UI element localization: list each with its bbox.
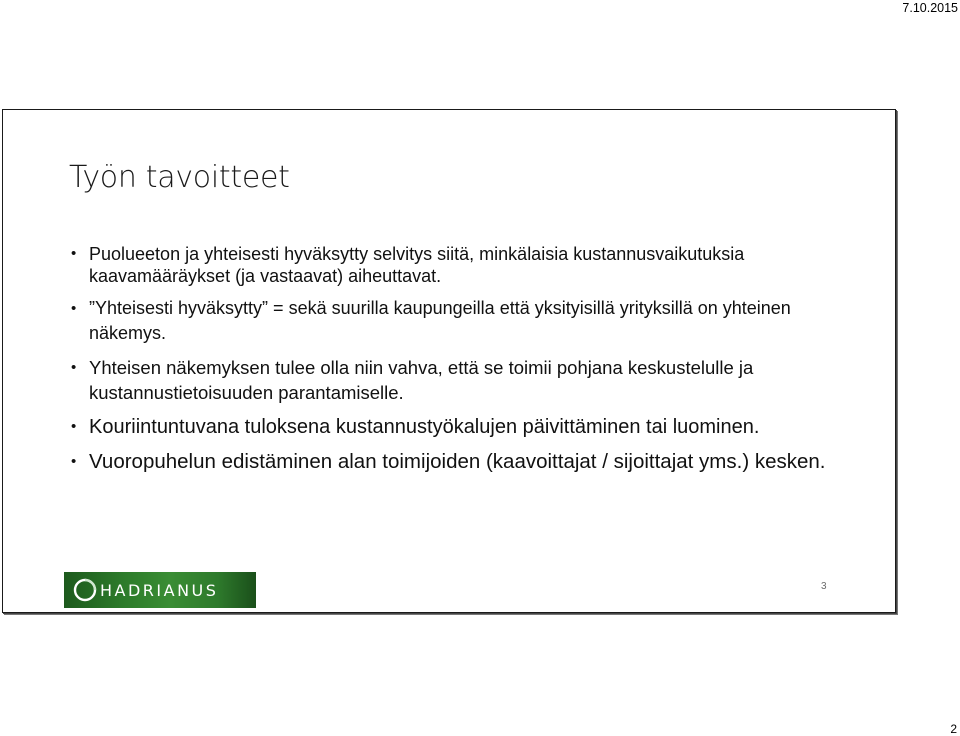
bullet-text: Kouriintuntuvana tuloksena kustannustyökalujen päivittäminen tai luominen. <box>89 416 760 438</box>
hadrianus-logo <box>64 572 256 608</box>
bullet-text: Yhteisen näkemyksen tulee olla niin vahva, että se toimii pohjana keskustelulle ja kustannustietoisuuden parantamiselle. <box>89 357 754 403</box>
slide-number: 3 <box>821 581 827 592</box>
bullet-dot-icon: • <box>71 418 77 435</box>
bullet-list <box>69 243 839 484</box>
hadrianus-circle-logo-icon <box>72 577 98 603</box>
bullet-dot-icon: • <box>71 359 77 376</box>
bullet-text: Vuoropuhelun edistäminen alan toimijoiden (kaavoittajat / sijoittajat yms.) kesken. <box>89 450 826 473</box>
logo-text: HADRIANUS <box>100 580 219 600</box>
slide <box>2 109 896 613</box>
bullet-text: ”Yhteisesti hyväksytty” = sekä suurilla kaupungeilla että yksityisillä yrityksillä on yhteinen näkemys. <box>89 298 791 343</box>
bullet-dot-icon: • <box>71 245 77 262</box>
bullet-item <box>69 243 839 287</box>
page-number: 2 <box>950 722 957 736</box>
bullet-item <box>69 355 839 405</box>
bullet-dot-icon: • <box>71 453 77 470</box>
bullet-dot-icon: • <box>71 300 77 317</box>
bullet-item <box>69 296 839 346</box>
slide-title: Työn tavoitteet <box>69 160 290 195</box>
bullet-item <box>69 449 839 475</box>
bullet-text: Puolueeton ja yhteisesti hyväksytty selvitys siitä, minkälaisia kustannusvaikutuksia kaavamääräykset (ja vastaavat) aiheuttavat. <box>89 244 745 286</box>
bullet-item <box>69 414 839 440</box>
page-date: 7.10.2015 <box>902 1 958 15</box>
